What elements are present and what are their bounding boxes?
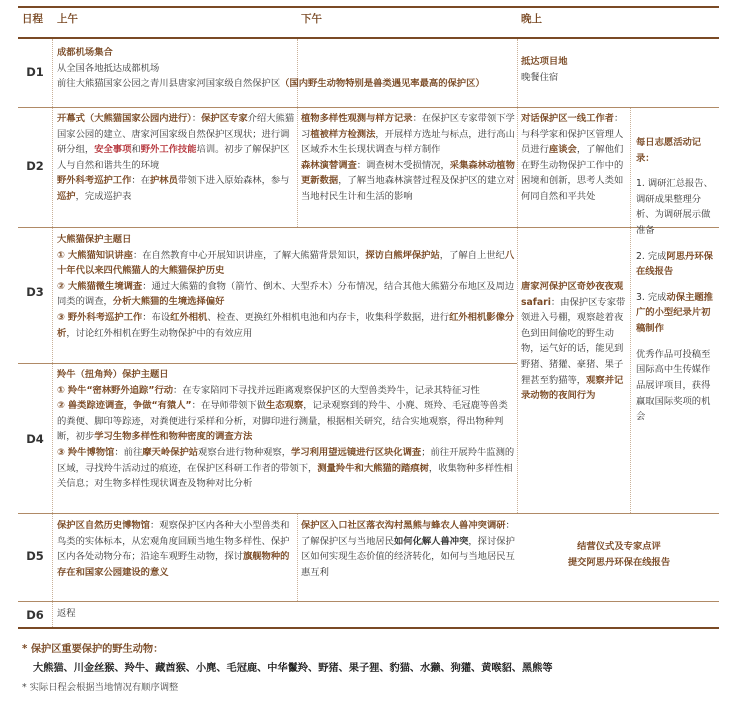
row-rule-5 — [18, 601, 719, 602]
d3-eve-para: 唐家河保护区奇妙夜夜观 safari：由保护区专家带领进入号棚，观察趁着夜色到田间偷吃的野生动物，运气好的话，能见到野猪、猪獾、豪猪、果子狸甚至豹猫等，观察并记录动物的夜间行为 — [521, 281, 626, 402]
divider-5 — [517, 107, 518, 513]
divider-3 — [517, 39, 518, 107]
d3-title: 大熊猫保护主题日 — [57, 234, 132, 245]
d4-am — [57, 367, 515, 492]
schedule-note: * 实际日程会根据当地情况有顺序调整 — [22, 682, 179, 693]
d1-am-line1: 从全国各地抵达成都机场 — [57, 62, 160, 74]
header-day: 日程 — [22, 13, 43, 25]
divider-1 — [52, 39, 53, 627]
row-rule-1 — [18, 107, 719, 108]
daily-volunteer-panel — [636, 135, 716, 425]
divider-6 — [297, 513, 298, 601]
d1-eve-line1: 晚餐住宿 — [521, 71, 559, 83]
row-rule-4 — [18, 513, 719, 514]
volunteer-step-3: 3. 完成动保主题推广的小型纪录片初稿制作 — [636, 291, 713, 335]
d1-eve — [521, 54, 631, 85]
bottom-rule — [18, 627, 719, 629]
d1-am-title: 成都机场集合 — [57, 47, 113, 58]
d2-am — [57, 111, 295, 205]
d5-eve — [521, 539, 717, 570]
d6-am: 返程 — [57, 608, 76, 619]
d1-eve-title: 抵达项目地 — [521, 56, 568, 67]
day-label: D3 — [26, 285, 44, 299]
d3-item-2: ② 大熊猫微生境调查：通过大熊猫的食物（箭竹、倒木、大型乔木）分布情况，结合其他大熊猫分布地区及周边同类的调查，分析大熊猫的生境选择偏好 — [57, 280, 515, 308]
volunteer-title: 每日志愿活动记录： — [636, 137, 702, 164]
volunteer-step-1: 1. 调研汇总报告、调研成果整理分析、为调研展示做准备 — [636, 178, 713, 237]
day-label: D4 — [26, 432, 44, 446]
row-rule-3 — [18, 363, 517, 364]
divider-7 — [630, 107, 631, 513]
top-rule — [18, 6, 719, 8]
d1-am — [57, 45, 517, 92]
d4-title: 羚牛（扭角羚）保护主题日 — [57, 369, 169, 380]
header-pm: 下午 — [301, 13, 322, 25]
d2-pm — [301, 111, 515, 205]
header-eve: 晚上 — [521, 13, 542, 25]
animals-title: * 保护区重要保护的野生动物： — [22, 644, 164, 655]
d2-am-para2: 野外科考巡护工作：在护林员带领下进入原始森林，参与巡护，完成巡护表 — [57, 175, 290, 203]
d3-item-1: ① 大熊猫知识讲座：在自然教育中心开展知识讲座，了解大熊猫背景知识，探访白熊坪保护站，了解自上世纪八十年代以来四代熊猫人的大熊猫保护历史 — [57, 249, 515, 277]
animals-list: 大熊猫、川金丝猴、羚牛、藏酋猴、小麂、毛冠鹿、中华鬣羚、野猪、果子狸、豹猫、水獭、狗獾、黄喉貂、黑熊等 — [33, 663, 553, 674]
d5-am — [57, 518, 295, 580]
day-label: D2 — [26, 159, 44, 173]
day-label: D5 — [26, 549, 44, 563]
d5-eve-line1: 结营仪式及专家点评 — [577, 541, 661, 552]
d2-pm-para1: 植物多样性观测与样方记录：在保护区专家带领下学习植被样方检测法，开展样方选址与标点，进行高山区域乔木生长现状调查与样方制作 — [301, 113, 515, 156]
d3-eve — [521, 279, 628, 404]
d5-eve-line2: 提交阿思丹环保在线报告 — [567, 556, 671, 568]
d3-am — [57, 232, 515, 341]
d1-am-line2: 前往大熊猫国家公园之青川县唐家河国家级自然保护区（国内野生动物特别是兽类遇见率最高的保护区） — [57, 78, 485, 90]
d5-pm-para: 保护区入口社区落衣沟村黑熊与蜂农人兽冲突调研：了解保护区与当地居民如何化解人兽冲突，探讨保护区如何实现生态价值的经济转化，如何与当地居民互惠互利 — [301, 520, 515, 578]
header-rule — [18, 37, 719, 39]
day-label: D1 — [26, 65, 44, 79]
d4-item-2: ② 兽类踪迹调查，争做“有猿人”：在导师带领下做生态观察，记录观察到的羚牛、小麂、斑羚、毛冠鹿等兽类的粪便、脚印等踪迹，对粪便进行采样和分析，对脚印进行测量，根据相关研究，结合实地观察，得出物种判断，初步学习生物多样性和物种密度的调查方法 — [57, 400, 508, 443]
divider-4 — [297, 107, 298, 227]
header-am: 上午 — [57, 13, 78, 25]
d5-pm — [301, 518, 515, 580]
d2-am-para1: 开幕式（大熊猫国家公园内进行）：保护区专家介绍大熊猫国家公园的建立、唐家河国家级自然保护区现状；进行调研分组，安全事项和野外工作技能培训。初步了解保护区人与自然和谐共生的环境 — [57, 113, 295, 171]
d5-am-para: 保护区自然历史博物馆：观察保护区内各种大小型兽类和鸟类的实体标本，从宏观角度回顾当地生物多样性、保护区内各处动物分布；沿途车观野生动物，探讨旗舰物种的存在和国家公园建设的意义 — [57, 520, 290, 578]
volunteer-step-2: 2. 完成阿思丹环保在线报告 — [636, 250, 713, 278]
d2-pm-para2: 森林演替调查：调查树木受损情况，采集森林动植物更新数据，了解当地森林演替过程及保护区的建立对当地村民生计和生活的影响 — [301, 159, 515, 203]
row-rule-2 — [18, 227, 719, 228]
day-label: D6 — [26, 608, 44, 622]
d3-item-3: ③ 野外科考巡护工作：布设红外相机、检查、更换红外相机电池和内存卡，收集科学数据，进行红外相机影像分析，讨论红外相机在野生动物保护中的有效应用 — [57, 312, 515, 339]
d4-item-1: ① 羚牛“密林野外追踪”行动：在专家陪同下寻找并远距离观察保护区的大型兽类羚牛，记录其特征习性 — [57, 384, 480, 396]
d2-eve-para: 对话保护区一线工作者：与科学家和保护区管理人员进行座谈会，了解他们在野生动物保护工作中的困境和创新，思考人类如何同自然和平共处 — [521, 113, 624, 203]
volunteer-note: 优秀作品可投稿至国际高中生传媒作品展评项目，获得赢取国际奖项的机会 — [636, 348, 711, 423]
d2-eve — [521, 111, 628, 205]
d4-item-3: ③ 羚牛博物馆：前往摩天岭保护站观察台进行物种观察，学习利用望远镜进行区块化调查；前往开展羚牛监测的区域，寻找羚牛活动过的痕迹，在保护区科研工作者的带领下，测量羚牛和大熊猫的踏痕树，收集物种多样性相关信息；对生物多样性现状调查及物种对比分析 — [57, 447, 515, 490]
